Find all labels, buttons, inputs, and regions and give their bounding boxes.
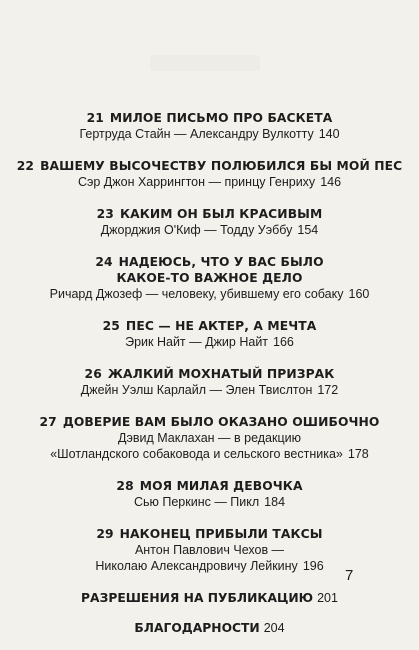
page-ref: 184	[264, 495, 286, 509]
entry-author	[0, 382, 419, 398]
entry-author	[0, 286, 419, 302]
author-line: Николаю Александровичу Лейкину	[95, 559, 298, 573]
entry-title-text: ЖАЛКИЙ МОХНАТЫЙ ПРИЗРАК	[107, 367, 335, 381]
toc-entry-permissions[interactable]	[0, 590, 419, 606]
entry-author	[0, 334, 419, 350]
permissions-label: РАЗРЕШЕНИЯ НА ПУБЛИКАЦИЮ	[81, 591, 314, 605]
toc-entry-23[interactable]	[0, 206, 419, 238]
author-line: Сью Перкинс — Пикл	[133, 495, 260, 509]
entry-title	[0, 206, 419, 222]
entry-number: 23	[96, 207, 114, 221]
entry-author	[0, 494, 419, 510]
entry-title-text: КАКИМ ОН БЫЛ КРАСИВЫМ	[119, 207, 323, 221]
page-ref: 196	[302, 559, 324, 573]
page-ref: 172	[317, 383, 339, 397]
entry-number: 26	[84, 367, 102, 381]
author-line: Джейн Уэлш Карлайл — Элен Твислтон	[80, 383, 313, 397]
table-of-contents	[0, 110, 419, 650]
entry-title-text: ДОВЕРИЕ ВАМ БЫЛО ОКАЗАНО ОШИБОЧНО	[62, 415, 380, 429]
entry-title	[0, 110, 419, 126]
entry-title-text: ВАШЕМУ ВЫСОЧЕСТВУ ПОЛЮБИЛСЯ БЫ МОЙ ПЕС	[40, 159, 403, 173]
toc-entry-25[interactable]	[0, 318, 419, 350]
entry-title-line-2: КАКОЕ-ТО ВАЖНОЕ ДЕЛО	[116, 271, 303, 285]
entry-title	[0, 366, 419, 382]
author-line: Гертруда Стайн — Александру Вулкотту	[79, 127, 314, 141]
entry-author	[0, 126, 419, 142]
entry-author	[0, 222, 419, 238]
entry-title	[0, 526, 419, 542]
toc-entry-22[interactable]	[0, 158, 419, 190]
toc-entry-21[interactable]	[0, 110, 419, 142]
entry-author	[0, 174, 419, 190]
page-ref: 154	[297, 223, 319, 237]
entry-author: Дэвид Маклахан — в редакцию	[118, 431, 301, 445]
entry-number: 28	[116, 479, 134, 493]
entry-title-text: МОЯ МИЛАЯ ДЕВОЧКА	[139, 479, 303, 493]
page-ref: 140	[318, 127, 340, 141]
entry-title	[0, 478, 419, 494]
entry-title	[0, 254, 419, 270]
entry-number: 29	[96, 527, 114, 541]
author-line: Эрик Найт — Джир Найт	[125, 335, 269, 349]
entry-number: 21	[86, 111, 104, 125]
entry-title	[0, 158, 419, 174]
page-ref: 160	[348, 287, 370, 301]
entry-title-text: НАДЕЮСЬ, ЧТО У ВАС БЫЛО	[118, 255, 324, 269]
entry-author-line-2	[0, 558, 419, 574]
entry-number: 22	[16, 159, 35, 173]
entry-title-text: МИЛОЕ ПИСЬМО ПРО БАСКЕТА	[109, 111, 333, 125]
entry-title-text: НАКОНЕЦ ПРИБЫЛИ ТАКСЫ	[119, 527, 323, 541]
page-ref: 178	[347, 447, 369, 461]
toc-entry-28[interactable]	[0, 478, 419, 510]
author-line: Джорджия О'Киф — Тодду Уэббу	[100, 223, 293, 237]
toc-entry-27[interactable]	[0, 414, 419, 462]
toc-entry-29[interactable]	[0, 526, 419, 574]
author-line: Сэр Джон Харрингтон — принцу Генриху	[77, 175, 316, 189]
page-number: 7	[345, 567, 354, 584]
page-ref: 166	[273, 335, 294, 349]
toc-entry-26[interactable]	[0, 366, 419, 398]
toc-entry-thanks[interactable]	[0, 620, 419, 636]
entry-author-line-2	[0, 446, 419, 462]
toc-entry-24[interactable]	[0, 254, 419, 302]
entry-title-text: ПЕС — НЕ АКТЕР, А МЕЧТА	[125, 319, 317, 333]
entry-number: 25	[102, 319, 120, 333]
page-ref: 146	[320, 175, 342, 189]
entry-number: 24	[95, 255, 113, 269]
entry-number: 27	[39, 415, 57, 429]
entry-author: Антон Павлович Чехов —	[134, 543, 285, 557]
entry-title	[0, 414, 419, 430]
thanks-label: БЛАГОДАРНОСТИ	[134, 621, 260, 635]
author-line: Ричард Джозеф — человеку, убившему его собаку	[49, 287, 344, 301]
back-matter	[0, 590, 419, 636]
entry-title	[0, 318, 419, 334]
author-line: «Шотландского собаковода и сельского вестника»	[50, 447, 343, 461]
page-ref: 204	[263, 621, 285, 635]
show-through-mark	[150, 55, 260, 71]
page-ref: 201	[317, 591, 338, 605]
